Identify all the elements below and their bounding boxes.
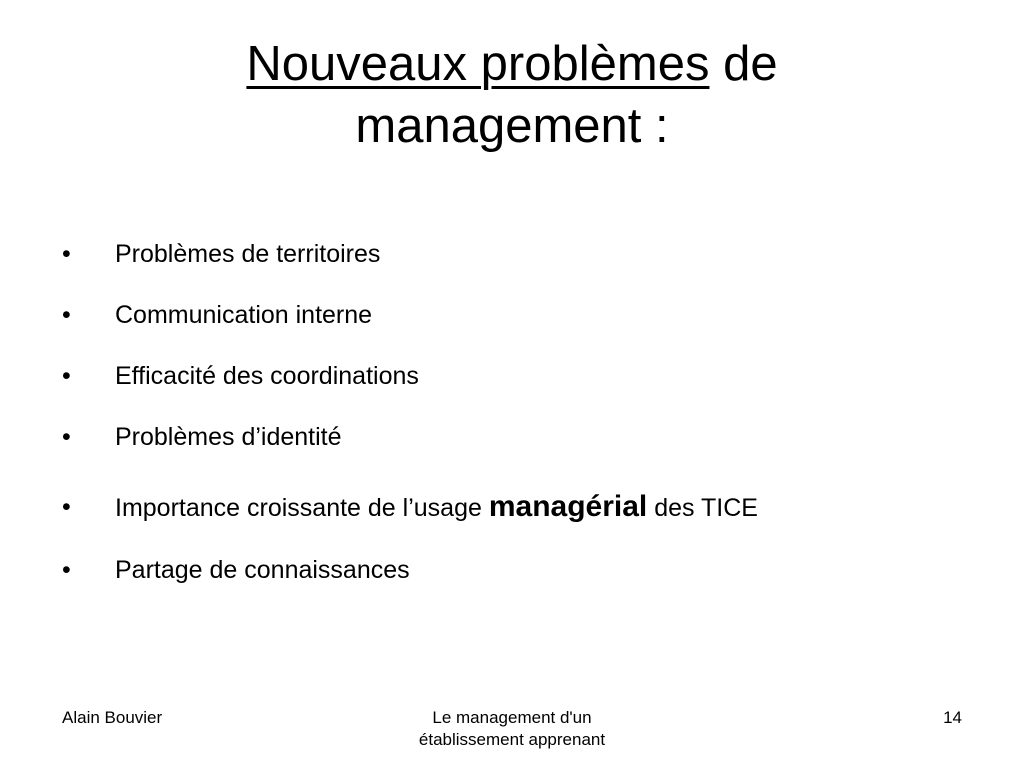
bullet-text: Communication interne [115, 301, 373, 329]
bullet-item [0, 487, 1000, 527]
bullet-marker: • [62, 301, 71, 329]
slide-title-rest: de [709, 37, 778, 91]
footer-presentation-title-line1: Le management d'un [432, 708, 592, 727]
bullet-marker: • [62, 423, 71, 451]
bullet-marker: • [62, 240, 71, 268]
bullet-item [0, 417, 1000, 457]
footer-author: Alain Bouvier [62, 708, 163, 727]
bullet-item [0, 550, 1000, 590]
slide-title-underlined: Nouveaux problèmes [246, 37, 710, 91]
bullet-text: Problèmes de territoires [115, 240, 381, 268]
slide-title [0, 33, 1024, 157]
bullet-text-after: des TICE [647, 494, 758, 522]
bullet-item [0, 356, 1000, 396]
bullet-item [0, 234, 1000, 274]
bullet-text: Partage de connaissances [115, 556, 410, 584]
bullet-item [0, 295, 1000, 335]
bullet-text: Efficacité des coordinations [115, 362, 419, 390]
bullet-text-emphasis: managérial [488, 490, 648, 523]
bullet-marker: • [62, 493, 71, 521]
bullet-marker: • [62, 362, 71, 390]
bullet-text-before: Importance croissante de l’usage [115, 494, 489, 522]
footer-presentation-title-line2: établissement apprenant [418, 730, 606, 749]
bullet-text: Problèmes d’identité [115, 423, 342, 451]
slide-title-line2: management : [355, 99, 669, 153]
bullet-marker: • [62, 556, 71, 584]
footer-page-number: 14 [943, 708, 962, 727]
bullet-text [115, 487, 758, 528]
footer-presentation-title [362, 707, 662, 751]
